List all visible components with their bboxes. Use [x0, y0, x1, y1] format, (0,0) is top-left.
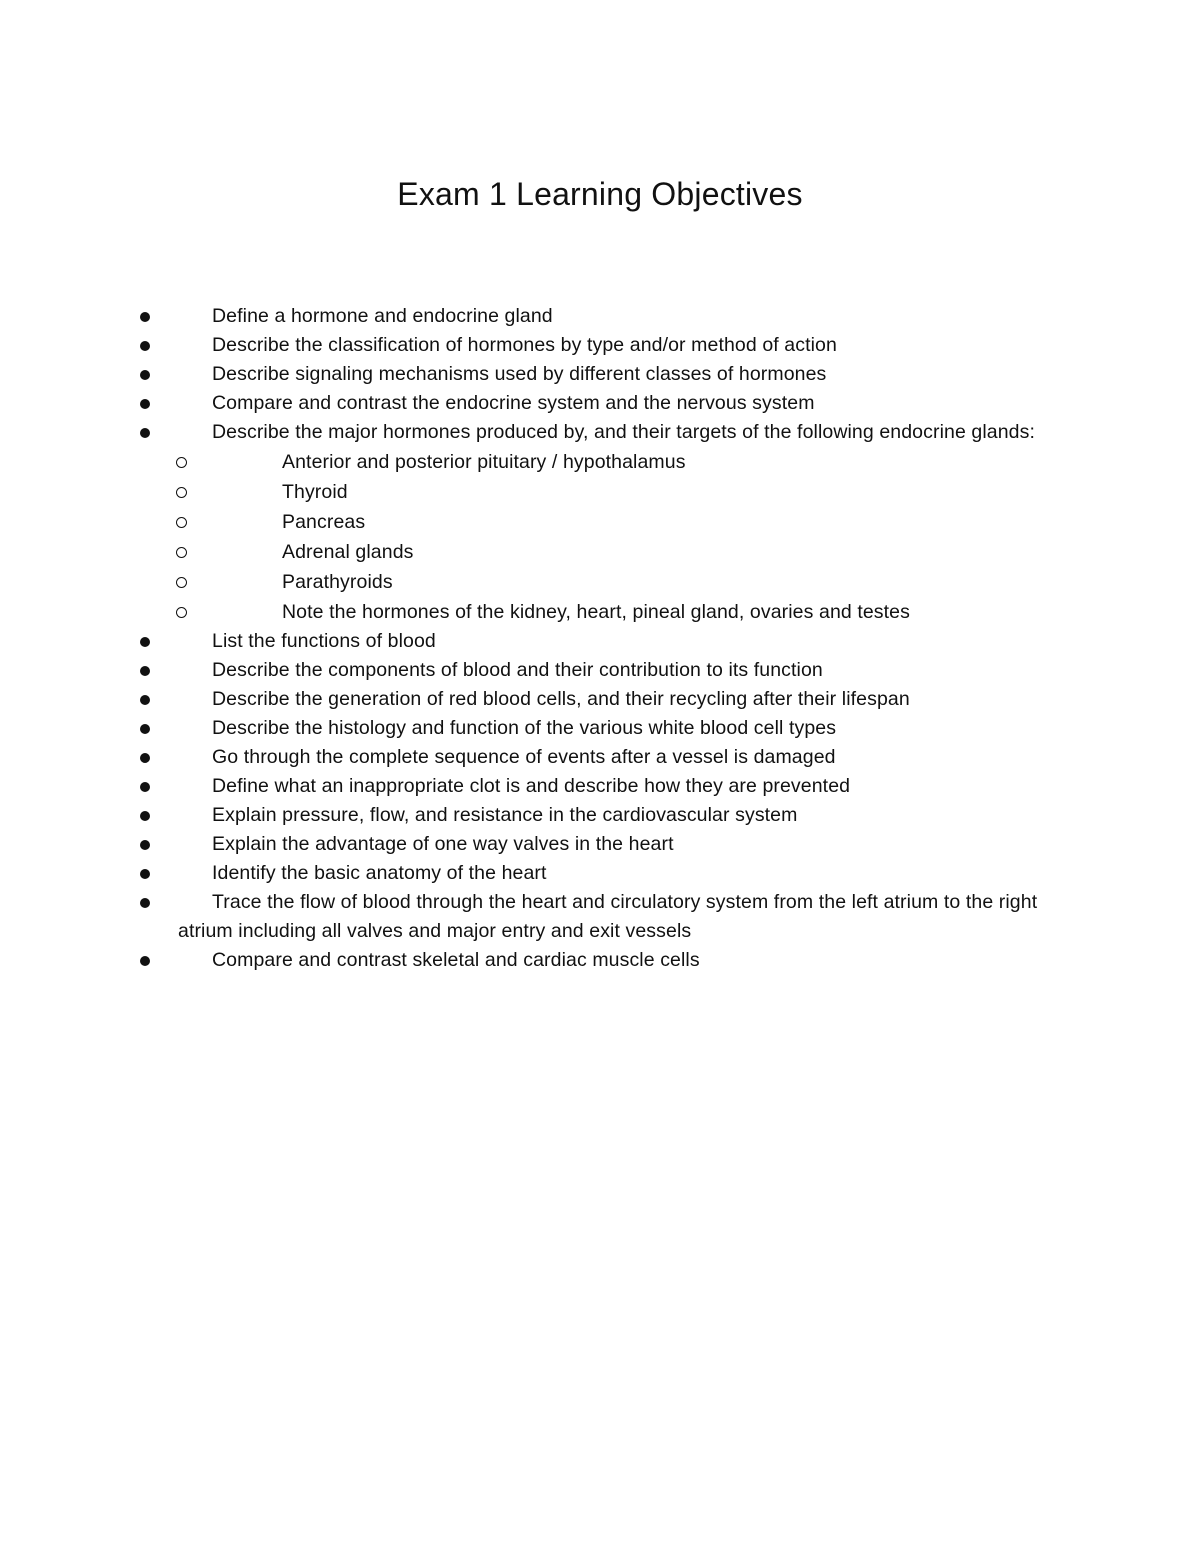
filled-bullet-icon — [140, 695, 150, 705]
list-item — [0, 772, 1200, 801]
list-item-text: Describe signaling mechanisms used by different classes of hormones — [212, 363, 827, 385]
list-item — [0, 360, 1200, 389]
list-item-text: Describe the components of blood and their contribution to its function — [212, 659, 823, 681]
hollow-bullet-icon — [176, 517, 187, 528]
list-item-text: Define a hormone and endocrine gland — [212, 305, 553, 327]
list-item-text: Compare and contrast the endocrine system and the nervous system — [212, 392, 815, 414]
sub-list-item — [0, 537, 1200, 567]
list-item-text: Explain pressure, flow, and resistance in the cardiovascular system — [212, 804, 798, 826]
hollow-bullet-icon — [176, 607, 187, 618]
filled-bullet-icon — [140, 811, 150, 821]
list-item — [0, 685, 1200, 714]
filled-bullet-icon — [140, 782, 150, 792]
filled-bullet-icon — [140, 399, 150, 409]
hollow-bullet-icon — [176, 487, 187, 498]
list-item — [0, 859, 1200, 888]
hollow-bullet-icon — [176, 547, 187, 558]
list-item-text: Go through the complete sequence of events after a vessel is damaged — [212, 746, 836, 768]
list-item — [0, 743, 1200, 772]
list-item-text: Explain the advantage of one way valves in the heart — [212, 833, 674, 855]
list-item-text: Describe the classification of hormones by type and/or method of action — [212, 334, 837, 356]
sub-list-item — [0, 567, 1200, 597]
list-item-text: Parathyroids — [282, 571, 393, 593]
list-item-text: Pancreas — [282, 511, 366, 533]
list-item-text: Note the hormones of the kidney, heart, pineal gland, ovaries and testes — [282, 601, 910, 623]
learning-objectives-list — [0, 302, 1200, 975]
list-item — [0, 418, 1200, 447]
list-item — [0, 946, 1200, 975]
list-item — [0, 627, 1200, 656]
sub-list-item — [0, 507, 1200, 537]
list-item-text: Compare and contrast skeletal and cardiac muscle cells — [212, 949, 700, 971]
list-item-text: Identify the basic anatomy of the heart — [212, 862, 547, 884]
document-title: Exam 1 Learning Objectives — [397, 176, 803, 212]
list-item-text: Describe the generation of red blood cells, and their recycling after their lifespan — [212, 688, 910, 710]
filled-bullet-icon — [140, 341, 150, 351]
filled-bullet-icon — [140, 637, 150, 647]
list-item — [0, 830, 1200, 859]
list-item — [0, 389, 1200, 418]
filled-bullet-icon — [140, 370, 150, 380]
list-item-text: List the functions of blood — [212, 630, 436, 652]
filled-bullet-icon — [140, 869, 150, 879]
filled-bullet-icon — [140, 753, 150, 763]
filled-bullet-icon — [140, 724, 150, 734]
hollow-bullet-icon — [176, 457, 187, 468]
list-item — [0, 888, 1200, 946]
sub-list-item — [0, 597, 1200, 627]
list-item — [0, 714, 1200, 743]
filled-bullet-icon — [140, 840, 150, 850]
list-item-text: Anterior and posterior pituitary / hypothalamus — [282, 451, 686, 473]
filled-bullet-icon — [140, 956, 150, 966]
filled-bullet-icon — [140, 428, 150, 438]
list-item-text: Adrenal glands — [282, 541, 414, 563]
sub-list-item — [0, 477, 1200, 507]
list-item-text: Describe the major hormones produced by, and their targets of the following endocrine glands: — [212, 421, 1035, 443]
list-item-text: Describe the histology and function of the various white blood cell types — [212, 717, 837, 739]
list-item-text: Define what an inappropriate clot is and describe how they are prevented — [212, 775, 851, 797]
hollow-bullet-icon — [176, 577, 187, 588]
list-item — [0, 302, 1200, 331]
list-item-text: Trace the flow of blood through the heart and circulatory system from the left atrium to the right atrium including all valves and major entry and exit vessels — [178, 891, 1038, 942]
list-item — [0, 801, 1200, 830]
list-item — [0, 331, 1200, 360]
filled-bullet-icon — [140, 312, 150, 322]
sub-list-item — [0, 447, 1200, 477]
filled-bullet-icon — [140, 666, 150, 676]
list-item-text: Thyroid — [282, 481, 348, 503]
list-item — [0, 656, 1200, 685]
filled-bullet-icon — [140, 898, 150, 908]
